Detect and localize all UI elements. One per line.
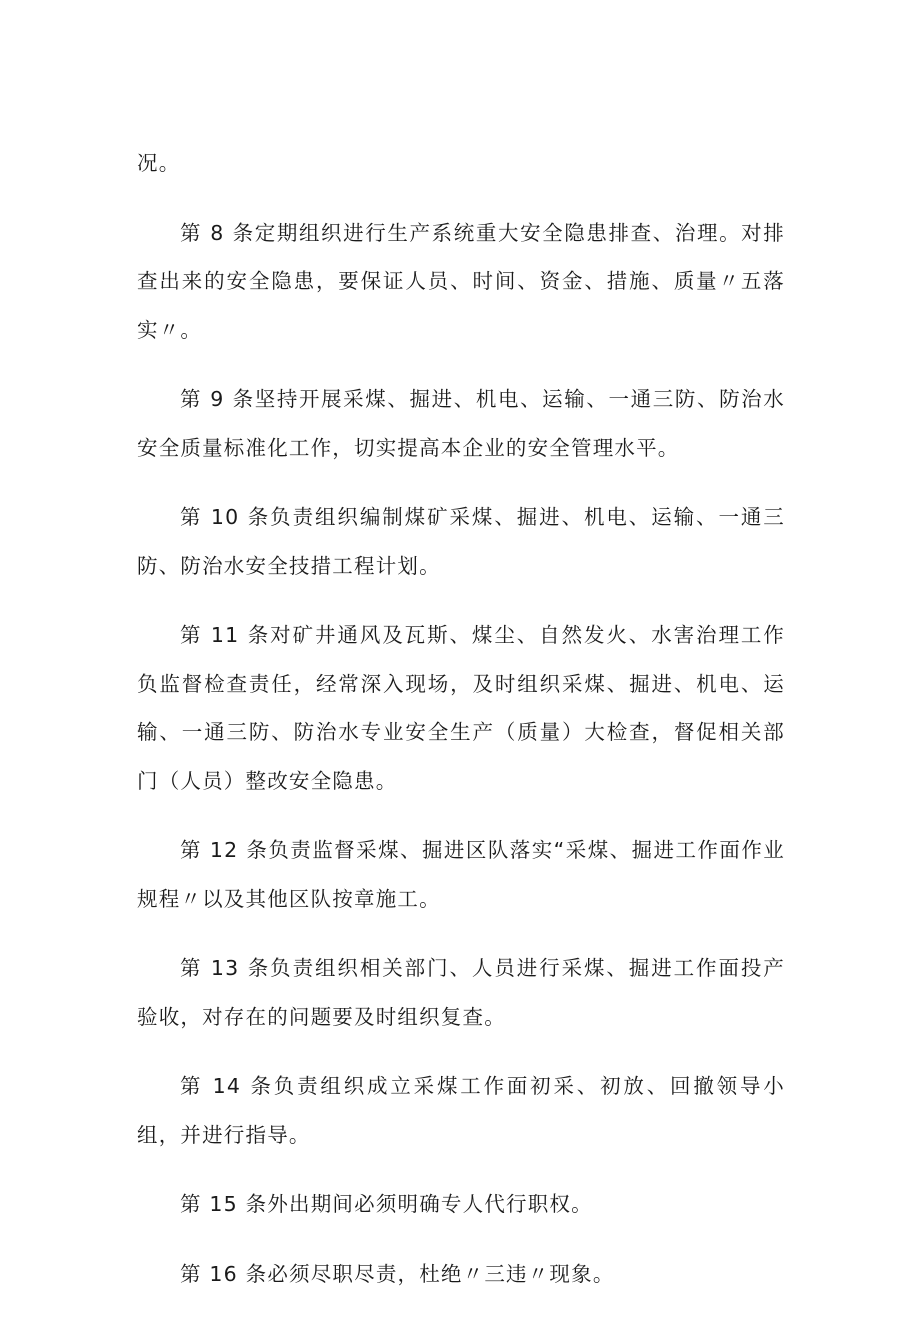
paragraph-article-9: 第 9 条坚持开展采煤、掘进、机电、运输、一通三防、防治水安全质量标准化工作，切实提高本企业的安全管理水平。	[137, 387, 785, 460]
document-body	[137, 139, 785, 1319]
paragraph-article-16: 第 16 条必须尽职尽责，杜绝〃三违〃现象。	[180, 1261, 615, 1286]
paragraph-article-8: 第 8 条定期组织进行生产系统重大安全隐患排查、治理。对排查出来的安全隐患，要保证人员、时间、资金、措施、质量〃五落实〃。	[137, 220, 785, 342]
paragraph-continuation: 况。	[137, 151, 181, 175]
paragraph-article-12: 第 12 条负责监督采煤、掘进区队落实“采煤、掘进工作面作业规程〃以及其他区队按章施工。	[137, 838, 785, 911]
paragraph-article-13: 第 13 条负责组织相关部门、人员进行采煤、掘进工作面投产验收，对存在的问题要及时组织复查。	[137, 956, 785, 1029]
paragraph-article-11: 第 11 条对矿井通风及瓦斯、煤尘、自然发火、水害治理工作负监督检查责任，经常深入现场，及时组织采煤、掘进、机电、运输、一通三防、防治水专业安全生产（质量）大检查，督促相关部门（人员）整改安全隐患。	[137, 623, 785, 793]
paragraph-article-10: 第 10 条负责组织编制煤矿采煤、掘进、机电、运输、一通三防、防治水安全技措工程计划。	[137, 505, 785, 578]
paragraph-article-15: 第 15 条外出期间必须明确专人代行职权。	[180, 1192, 593, 1216]
paragraph-article-14: 第 14 条负责组织成立采煤工作面初采、初放、回撤领导小组，并进行指导。	[137, 1074, 785, 1147]
